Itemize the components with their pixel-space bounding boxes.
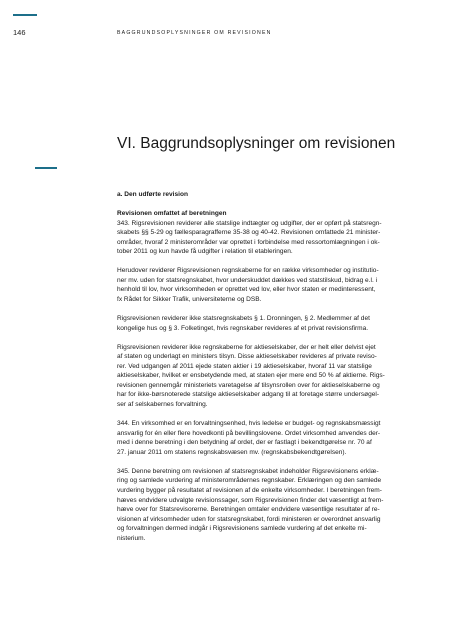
text-line: ner mv. uden for statsregnskabet, hvor underskuddet dækkes ved statstilskud, bidrag e.l. i (117, 276, 378, 284)
text-line: af staten og underlagt en ministers tilsyn. Disse aktieselskaber revideres af private reviso- (117, 353, 377, 361)
paragraphs (117, 219, 435, 544)
text-line: hæve over for Statsrevisorerne. Beretningen omtaler endvidere væsentlige resultater af re- (117, 506, 380, 514)
text-line: 345. Denne beretning om revisionen af statsregnskabet indeholder Rigsrevisionens erklæ- (117, 467, 379, 475)
text-line: har for ikke-børsnoterede statslige aktieselskaber adgang til at foretage større undersøgel- (117, 391, 380, 399)
text-line: ring og samlede vurdering af ministerområdernes regnskaber. Erklæringen og den samlede (117, 477, 382, 485)
text-line: rer. Ved udgangen af 2011 ejede staten aktier i 19 aktieselskaber, hvoraf 11 var statslige (117, 362, 372, 370)
paragraph (117, 314, 435, 333)
paragraph (117, 219, 435, 257)
text-line: kongelige hus og § 3. Folketinget, hvis regnskaber revideres af et privat revisionsfirma. (117, 324, 369, 332)
subheading: Revisionen omfattet af beretningen (117, 210, 227, 218)
text-line: Rigsrevisionen reviderer ikke regnskaberne for aktieselskaber, der er helt eller delvist ejet (117, 343, 376, 351)
page-number: 146 (13, 28, 26, 37)
text-line: områder, hvoraf 2 ministerområder var oprettet i forbindelse med ressortomlægningen i ok- (117, 238, 380, 246)
text-line: ser af selskabernes forvaltning. (117, 401, 208, 409)
chapter-title: VI. Baggrundsoplysninger om revisionen (117, 135, 396, 152)
text-line: 343. Rigsrevisionen reviderer alle statslige indtægter og udgifter, der er opført på statsregn- (117, 219, 382, 227)
section-accent-rule (35, 167, 57, 169)
text-line: vurdering bygger på resultatet af revisionen af de enkelte virksomheder. I beretningen frem- (117, 486, 382, 494)
text-line: nisterium. (117, 534, 146, 542)
text-line: henhold til lov, hvor virksomheden er oprettet ved lov, eller hvor staten er medinteressent, (117, 286, 376, 294)
text-line: hæves endvidere udvalgte revisionssager, som Rigsrevisionen finder det væsentligt at frem- (117, 496, 384, 504)
text-line: Herudover reviderer Rigsrevisionen regnskaberne for en række virksomheder og institutio- (117, 267, 379, 275)
text-line: revisionen gennemgår ministeriets varetagelse af tilsynsrollen over for aktieselskaberne og (117, 381, 380, 389)
paragraph (117, 266, 435, 304)
paragraph (117, 419, 435, 457)
running-header: BAGGRUNDSOPLYSNINGER OM REVISIONEN (117, 30, 272, 36)
paragraph (117, 343, 435, 410)
text-line: 27. januar 2011 om statens regnskabsvæsen mv. (regnskabsbekendtgørelsen). (117, 448, 347, 456)
text-line: tober 2011 og kun havde få udgifter i relation til etableringen. (117, 248, 293, 256)
text-line: visionen af virksomheder uden for statsregnskabet, fordi ministeren er overordnet ansvarlig (117, 515, 381, 523)
body-text (117, 190, 435, 553)
text-line: aktieselskaber, hvilket er ensbetydende med, at staten ejer mere end 50 % af aktierne. Rigs- (117, 372, 385, 380)
text-line: Rigsrevisionen reviderer ikke statsregnskabets § 1. Dronningen, § 2. Medlemmer af det (117, 315, 370, 323)
header-accent-rule (13, 14, 37, 16)
section-heading: a. Den udførte revision (117, 191, 188, 198)
text-line: 344. En virksomhed er en forvaltningsenhed, hvis ledelse er budget- og regnskabsmæssigt (117, 420, 381, 428)
paragraph (117, 467, 435, 543)
text-line: og forvaltningen dermed indgår i Rigsrevisionens samlede vurdering af det enkelte mi- (117, 525, 367, 533)
text-line: ansvarlig for én eller flere hovedkonti på bevillingslovene. Ordet virksomhed anvendes der- (117, 429, 381, 437)
text-line: fx Rådet for Sikker Trafik, universiteterne og DSB. (117, 296, 262, 304)
text-line: med i denne beretning i den betydning af ordet, der er fastlagt i bekendtgørelse nr. 70 af (117, 439, 372, 447)
text-line: skabets §§ 5-29 og fællesparagrafferne 35-38 og 40-42. Revisionen omfattede 21 minister- (117, 229, 381, 237)
